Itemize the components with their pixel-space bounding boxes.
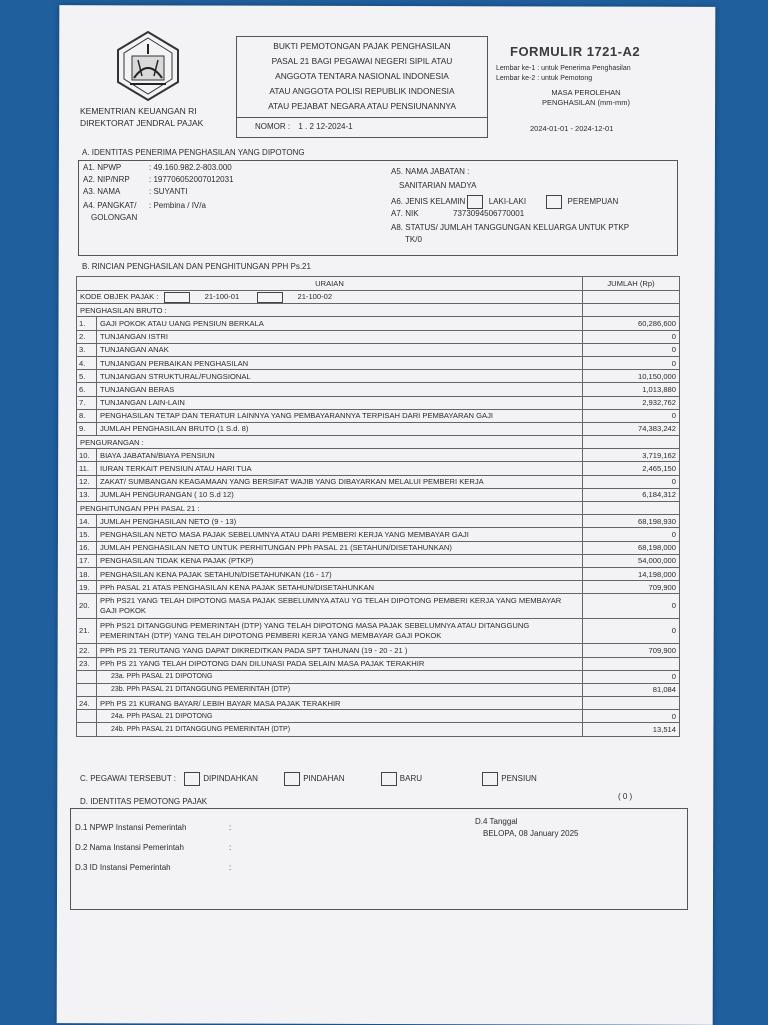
group-pengurangan: PENGURANGAN : xyxy=(77,436,583,449)
dipindahkan-checkbox[interactable] xyxy=(184,772,200,786)
row-number: 8. xyxy=(77,409,97,422)
row-number: 23. xyxy=(77,657,97,670)
section-c xyxy=(80,772,537,786)
kode2-checkbox[interactable] xyxy=(257,292,283,303)
nik-value: 7373094506770001 xyxy=(453,209,525,218)
row-label: PPh PS 21 TERUTANG YANG DAPAT DIKREDITKAN PADA SPT TAHUNAN (19 - 20 - 21 ) xyxy=(97,644,583,657)
status-value: TK/0 xyxy=(405,235,422,244)
masa-perolehan xyxy=(496,88,676,108)
lembar-notes xyxy=(496,64,631,84)
title-line: ATAU ANGGOTA POLISI REPUBLIK INDONESIA xyxy=(269,86,455,96)
laki-checkbox[interactable] xyxy=(467,195,483,209)
table-row xyxy=(77,343,680,356)
row-number: 1. xyxy=(77,317,97,330)
row-number: 3. xyxy=(77,343,97,356)
masa-label-2: PENGHASILAN (mm-mm) xyxy=(542,98,630,107)
table-row xyxy=(77,370,680,383)
row-value: 81,084 xyxy=(583,683,680,696)
row-value: 54,000,000 xyxy=(583,554,680,567)
table-row xyxy=(77,541,680,554)
nama-value: : SUYANTI xyxy=(149,187,188,196)
d2-label: D.2 Nama Instansi Pemerintah xyxy=(75,843,184,852)
row-value: 1,013,880 xyxy=(583,383,680,396)
row-number: 18. xyxy=(77,567,97,580)
title-line: ATAU PEJABAT NEGARA ATAU PENSIUNANNYA xyxy=(268,101,456,111)
row-value xyxy=(583,697,680,710)
table-row xyxy=(77,475,680,488)
row-value: 13,514 xyxy=(583,723,680,736)
row-label: 23b. PPh PASAL 21 DITANGGUNG PEMERINTAH (DTP) xyxy=(97,683,583,696)
nomor-label: NOMOR : xyxy=(255,122,291,131)
row-label: 23a. PPh PASAL 21 DIPOTONG xyxy=(97,670,583,683)
row-value: 0 xyxy=(583,343,680,356)
row-number: 22. xyxy=(77,644,97,657)
opt-pindahan: PINDAHAN xyxy=(303,774,345,784)
d4-label: D.4 Tanggal xyxy=(475,817,518,826)
kode1: 21-100-01 xyxy=(204,292,240,302)
table-row xyxy=(77,567,680,580)
row-value: 0 xyxy=(583,619,680,644)
row-label: TUNJANGAN LAIN-LAIN xyxy=(97,396,583,409)
table-row xyxy=(77,697,680,710)
row-label: 24b. PPh PASAL 21 DITANGGUNG PEMERINTAH (DTP) xyxy=(97,723,583,736)
row-value: 0 xyxy=(583,670,680,683)
lembar-2: Lembar ke-2 : untuk Pemotong xyxy=(496,75,593,82)
status-label: A8. STATUS/ JUMLAH TANGGUNGAN KELUARGA UNTUK PTKP xyxy=(391,223,630,232)
rows-pph xyxy=(77,515,680,736)
row-value: 3,719,162 xyxy=(583,449,680,462)
row-number: 14. xyxy=(77,515,97,528)
row-label: PPh PS 21 YANG TELAH DIPOTONG DAN DILUNASI PADA SELAIN MASA PAJAK TERAKHIR xyxy=(97,657,583,670)
table-row xyxy=(77,396,680,409)
npwp-value: : 49.160.982.2-803.000 xyxy=(149,163,232,172)
table-row xyxy=(77,409,680,422)
row-value: 0 xyxy=(583,356,680,369)
d2-colon: : xyxy=(229,843,232,852)
row-label: PPh PS21 DITANGGUNG PEMERINTAH (DTP) YANG TELAH DIPOTONG MASA PAJAK SEBELUMNYA ATAU DITANGGUNG PEMERINTAH (DTP) YANG TELAH DIPOTONG PEMBERI KERJA YANG MEMBAYAR GAJI POKOK xyxy=(97,619,583,644)
row-value: 6,184,312 xyxy=(583,488,680,501)
d1-colon: : xyxy=(229,823,232,832)
row-number xyxy=(77,710,97,723)
row-number: 13. xyxy=(77,488,97,501)
ministry-name: KEMENTRIAN KEUANGAN RI xyxy=(80,106,197,116)
row-value: 14,198,000 xyxy=(583,567,680,580)
section-b-title: B. RINCIAN PENGHASILAN DAN PENGHITUNGAN PPH Ps.21 xyxy=(82,262,311,271)
row-number: 12. xyxy=(77,475,97,488)
table-row xyxy=(77,488,680,501)
d1-label: D.1 NPWP Instansi Pemerintah xyxy=(75,823,187,832)
row-number: 24. xyxy=(77,697,97,710)
kode1-checkbox[interactable] xyxy=(164,292,190,303)
row-number xyxy=(77,723,97,736)
row-label: JUMLAH PENGHASILAN BRUTO (1 S.d. 8) xyxy=(97,422,583,435)
kemenkeu-logo-icon xyxy=(112,30,184,102)
section-c-paren: ( 0 ) xyxy=(618,792,633,801)
title-lines xyxy=(237,37,487,114)
table-row xyxy=(77,619,680,644)
ministry-block xyxy=(80,105,230,129)
row-number: 11. xyxy=(77,462,97,475)
table-row xyxy=(77,554,680,567)
row-value: 10,150,000 xyxy=(583,370,680,383)
table-row xyxy=(77,317,680,330)
row-label: PENGHASILAN TIDAK KENA PAJAK (PTKP) xyxy=(97,554,583,567)
row-label: PPh PS21 YANG TELAH DIPOTONG MASA PAJAK SEBELUMNYA ATAU YG TELAH DIPOTONG PEMBERI KERJA YANG MEMBAYAR GAJI POKOK xyxy=(97,594,583,619)
table-row xyxy=(77,330,680,343)
perempuan-label: PEREMPUAN xyxy=(567,197,619,207)
kode-label: KODE OBJEK PAJAK : xyxy=(80,292,159,302)
section-d-title: D. IDENTITAS PEMOTONG PAJAK xyxy=(80,797,208,806)
table-row xyxy=(77,683,680,696)
rows-bruto xyxy=(77,317,680,436)
d3-label: D.3 ID Instansi Pemerintah xyxy=(75,863,171,872)
lembar-1: Lembar ke-1 : untuk Penerima Penghasilan xyxy=(496,65,631,72)
kelamin-label: A6. JENIS KELAMIN xyxy=(391,197,466,207)
row-value: 0 xyxy=(583,710,680,723)
pensiun-checkbox[interactable] xyxy=(482,772,498,786)
jabatan-label: A5. NAMA JABATAN : xyxy=(391,167,470,176)
row-value: 0 xyxy=(583,528,680,541)
row-label: PENGHASILAN TETAP DAN TERATUR LAINNYA YANG PEMBAYARANNYA TERPISAH DARI PEMBAYARAN GAJI xyxy=(97,409,583,422)
kode-cell xyxy=(77,291,583,304)
rows-pengurangan xyxy=(77,449,680,502)
d4-value: BELOPA, 08 January 2025 xyxy=(483,829,579,838)
row-label: TUNJANGAN BERAS xyxy=(97,383,583,396)
empty-cell xyxy=(583,291,680,304)
opt-pensiun: PENSIUN xyxy=(501,774,537,784)
row-number: 10. xyxy=(77,449,97,462)
kode-row xyxy=(77,291,680,304)
section-d-box xyxy=(70,808,688,910)
col-jumlah: JUMLAH (Rp) xyxy=(583,277,680,291)
table-row xyxy=(77,356,680,369)
row-value: 60,286,600 xyxy=(583,317,680,330)
npwp-label: A1. NPWP xyxy=(83,163,122,172)
table-row xyxy=(77,710,680,723)
table-row xyxy=(77,528,680,541)
row-number: 19. xyxy=(77,581,97,594)
row-value: 0 xyxy=(583,330,680,343)
perempuan-checkbox[interactable] xyxy=(546,195,562,209)
row-label: GAJI POKOK ATAU UANG PENSIUN BERKALA xyxy=(97,317,583,330)
table-row xyxy=(77,723,680,736)
title-line: BUKTI PEMOTONGAN PAJAK PENGHASILAN xyxy=(273,41,451,51)
row-label: JUMLAH PENGHASILAN NETO (9 - 13) xyxy=(97,515,583,528)
row-number xyxy=(77,670,97,683)
row-label: IURAN TERKAIT PENSIUN ATAU HARI TUA xyxy=(97,462,583,475)
pindahan-checkbox[interactable] xyxy=(284,772,300,786)
row-number: 5. xyxy=(77,370,97,383)
col-uraian: URAIAN xyxy=(77,277,583,291)
pangkat-label: A4. PANGKAT/ xyxy=(83,201,137,210)
empty-cell xyxy=(583,502,680,515)
title-line: ANGGOTA TENTARA NASIONAL INDONESIA xyxy=(275,71,449,81)
row-number: 6. xyxy=(77,383,97,396)
row-label: PPh PS 21 KURANG BAYAR/ LEBIH BAYAR MASA PAJAK TERAKHIR xyxy=(97,697,583,710)
empty-cell xyxy=(583,436,680,449)
nip-label: A2. NIP/NRP xyxy=(83,175,130,184)
nama-label: A3. NAMA xyxy=(83,187,121,196)
section-a-box xyxy=(78,160,678,256)
table-row xyxy=(77,383,680,396)
directorate-name: DIREKTORAT JENDRAL PAJAK xyxy=(80,118,204,128)
row-value: 68,198,930 xyxy=(583,515,680,528)
row-value xyxy=(583,657,680,670)
table-row xyxy=(77,657,680,670)
row-value: 74,383,242 xyxy=(583,422,680,435)
row-label: PENGHASILAN KENA PAJAK SETAHUN/DISETAHUNKAN (16 - 17) xyxy=(97,567,583,580)
row-label: TUNJANGAN ANAK xyxy=(97,343,583,356)
row-value: 0 xyxy=(583,409,680,422)
row-value: 709,900 xyxy=(583,581,680,594)
laki-label: LAKI-LAKI xyxy=(488,197,527,207)
row-label: PENGHASILAN NETO MASA PAJAK SEBELUMNYA ATAU DARI PEMBERI KERJA YANG MEMBAYAR GAJI xyxy=(97,528,583,541)
periode-value: 2024-01-01 - 2024-12-01 xyxy=(530,124,614,133)
table-row xyxy=(77,594,680,619)
row-label: TUNJANGAN PERBAIKAN PENGHASILAN xyxy=(97,356,583,369)
row-number: 2. xyxy=(77,330,97,343)
row-number: 4. xyxy=(77,356,97,369)
row-number: 20. xyxy=(77,594,97,619)
row-label: PPh PASAL 21 ATAS PENGHASILAN KENA PAJAK SETAHUN/DISETAHUNKAN xyxy=(97,581,583,594)
d3-colon: : xyxy=(229,863,232,872)
section-a-title: A. IDENTITAS PENERIMA PENGHASILAN YANG DIPOTONG xyxy=(82,148,305,157)
opt-baru: BARU xyxy=(399,774,422,784)
table-row xyxy=(77,644,680,657)
table-row xyxy=(77,670,680,683)
group-row xyxy=(77,304,680,317)
table-row xyxy=(77,422,680,435)
row-value: 0 xyxy=(583,594,680,619)
form-name: FORMULIR 1721-A2 xyxy=(510,44,641,59)
row-value: 2,465,150 xyxy=(583,462,680,475)
kelamin-row xyxy=(391,195,618,209)
group-row xyxy=(77,436,680,449)
income-table xyxy=(76,276,680,737)
row-number: 16. xyxy=(77,541,97,554)
nomor-row xyxy=(237,117,487,138)
row-label: ZAKAT/ SUMBANGAN KEAGAMAAN YANG BERSIFAT WAJIB YANG DIBAYARKAN MELALUI PEMBERI KERJA xyxy=(97,475,583,488)
row-number: 21. xyxy=(77,619,97,644)
table-header-row xyxy=(77,277,680,291)
golongan-label: GOLONGAN xyxy=(91,213,138,222)
baru-checkbox[interactable] xyxy=(381,772,397,786)
table-row xyxy=(77,449,680,462)
row-value: 68,198,000 xyxy=(583,541,680,554)
row-number: 9. xyxy=(77,422,97,435)
section-c-label: C. PEGAWAI TERSEBUT : xyxy=(80,774,177,784)
row-label: JUMLAH PENGURANGAN ( 10 S.d 12) xyxy=(97,488,583,501)
title-line: PASAL 21 BAGI PEGAWAI NEGERI SIPIL ATAU xyxy=(271,56,453,66)
kode2: 21-100-02 xyxy=(297,292,333,302)
row-label: 24a. PPh PASAL 21 DIPOTONG xyxy=(97,710,583,723)
nik-label: A7. NIK xyxy=(391,209,419,218)
table-row xyxy=(77,462,680,475)
row-label: TUNJANGAN STRUKTURAL/FUNGSIONAL xyxy=(97,370,583,383)
table-row xyxy=(77,515,680,528)
row-label: BIAYA JABATAN/BIAYA PENSIUN xyxy=(97,449,583,462)
opt-dipindahkan: DIPINDAHKAN xyxy=(203,774,258,784)
group-row xyxy=(77,502,680,515)
masa-label-1: MASA PEROLEHAN xyxy=(551,88,621,97)
pangkat-value: : Pembina / IV/a xyxy=(149,201,206,210)
row-label: TUNJANGAN ISTRI xyxy=(97,330,583,343)
nomor-value: 1 . 2 12-2024-1 xyxy=(298,122,353,131)
group-pph: PENGHITUNGAN PPH PASAL 21 : xyxy=(77,502,583,515)
nip-value: : 197706052007012031 xyxy=(149,175,234,184)
row-number: 17. xyxy=(77,554,97,567)
jabatan-value: SANITARIAN MADYA xyxy=(399,181,477,190)
table-row xyxy=(77,581,680,594)
row-number xyxy=(77,683,97,696)
row-value: 0 xyxy=(583,475,680,488)
row-label: JUMLAH PENGHASILAN NETO UNTUK PERHITUNGAN PPh PASAL 21 (SETAHUN/DISETAHUNKAN) xyxy=(97,541,583,554)
group-bruto: PENGHASILAN BRUTO : xyxy=(77,304,583,317)
row-value: 2,932,762 xyxy=(583,396,680,409)
row-number: 7. xyxy=(77,396,97,409)
row-number: 15. xyxy=(77,528,97,541)
document-title-box xyxy=(236,36,488,138)
row-value: 709,900 xyxy=(583,644,680,657)
empty-cell xyxy=(583,304,680,317)
